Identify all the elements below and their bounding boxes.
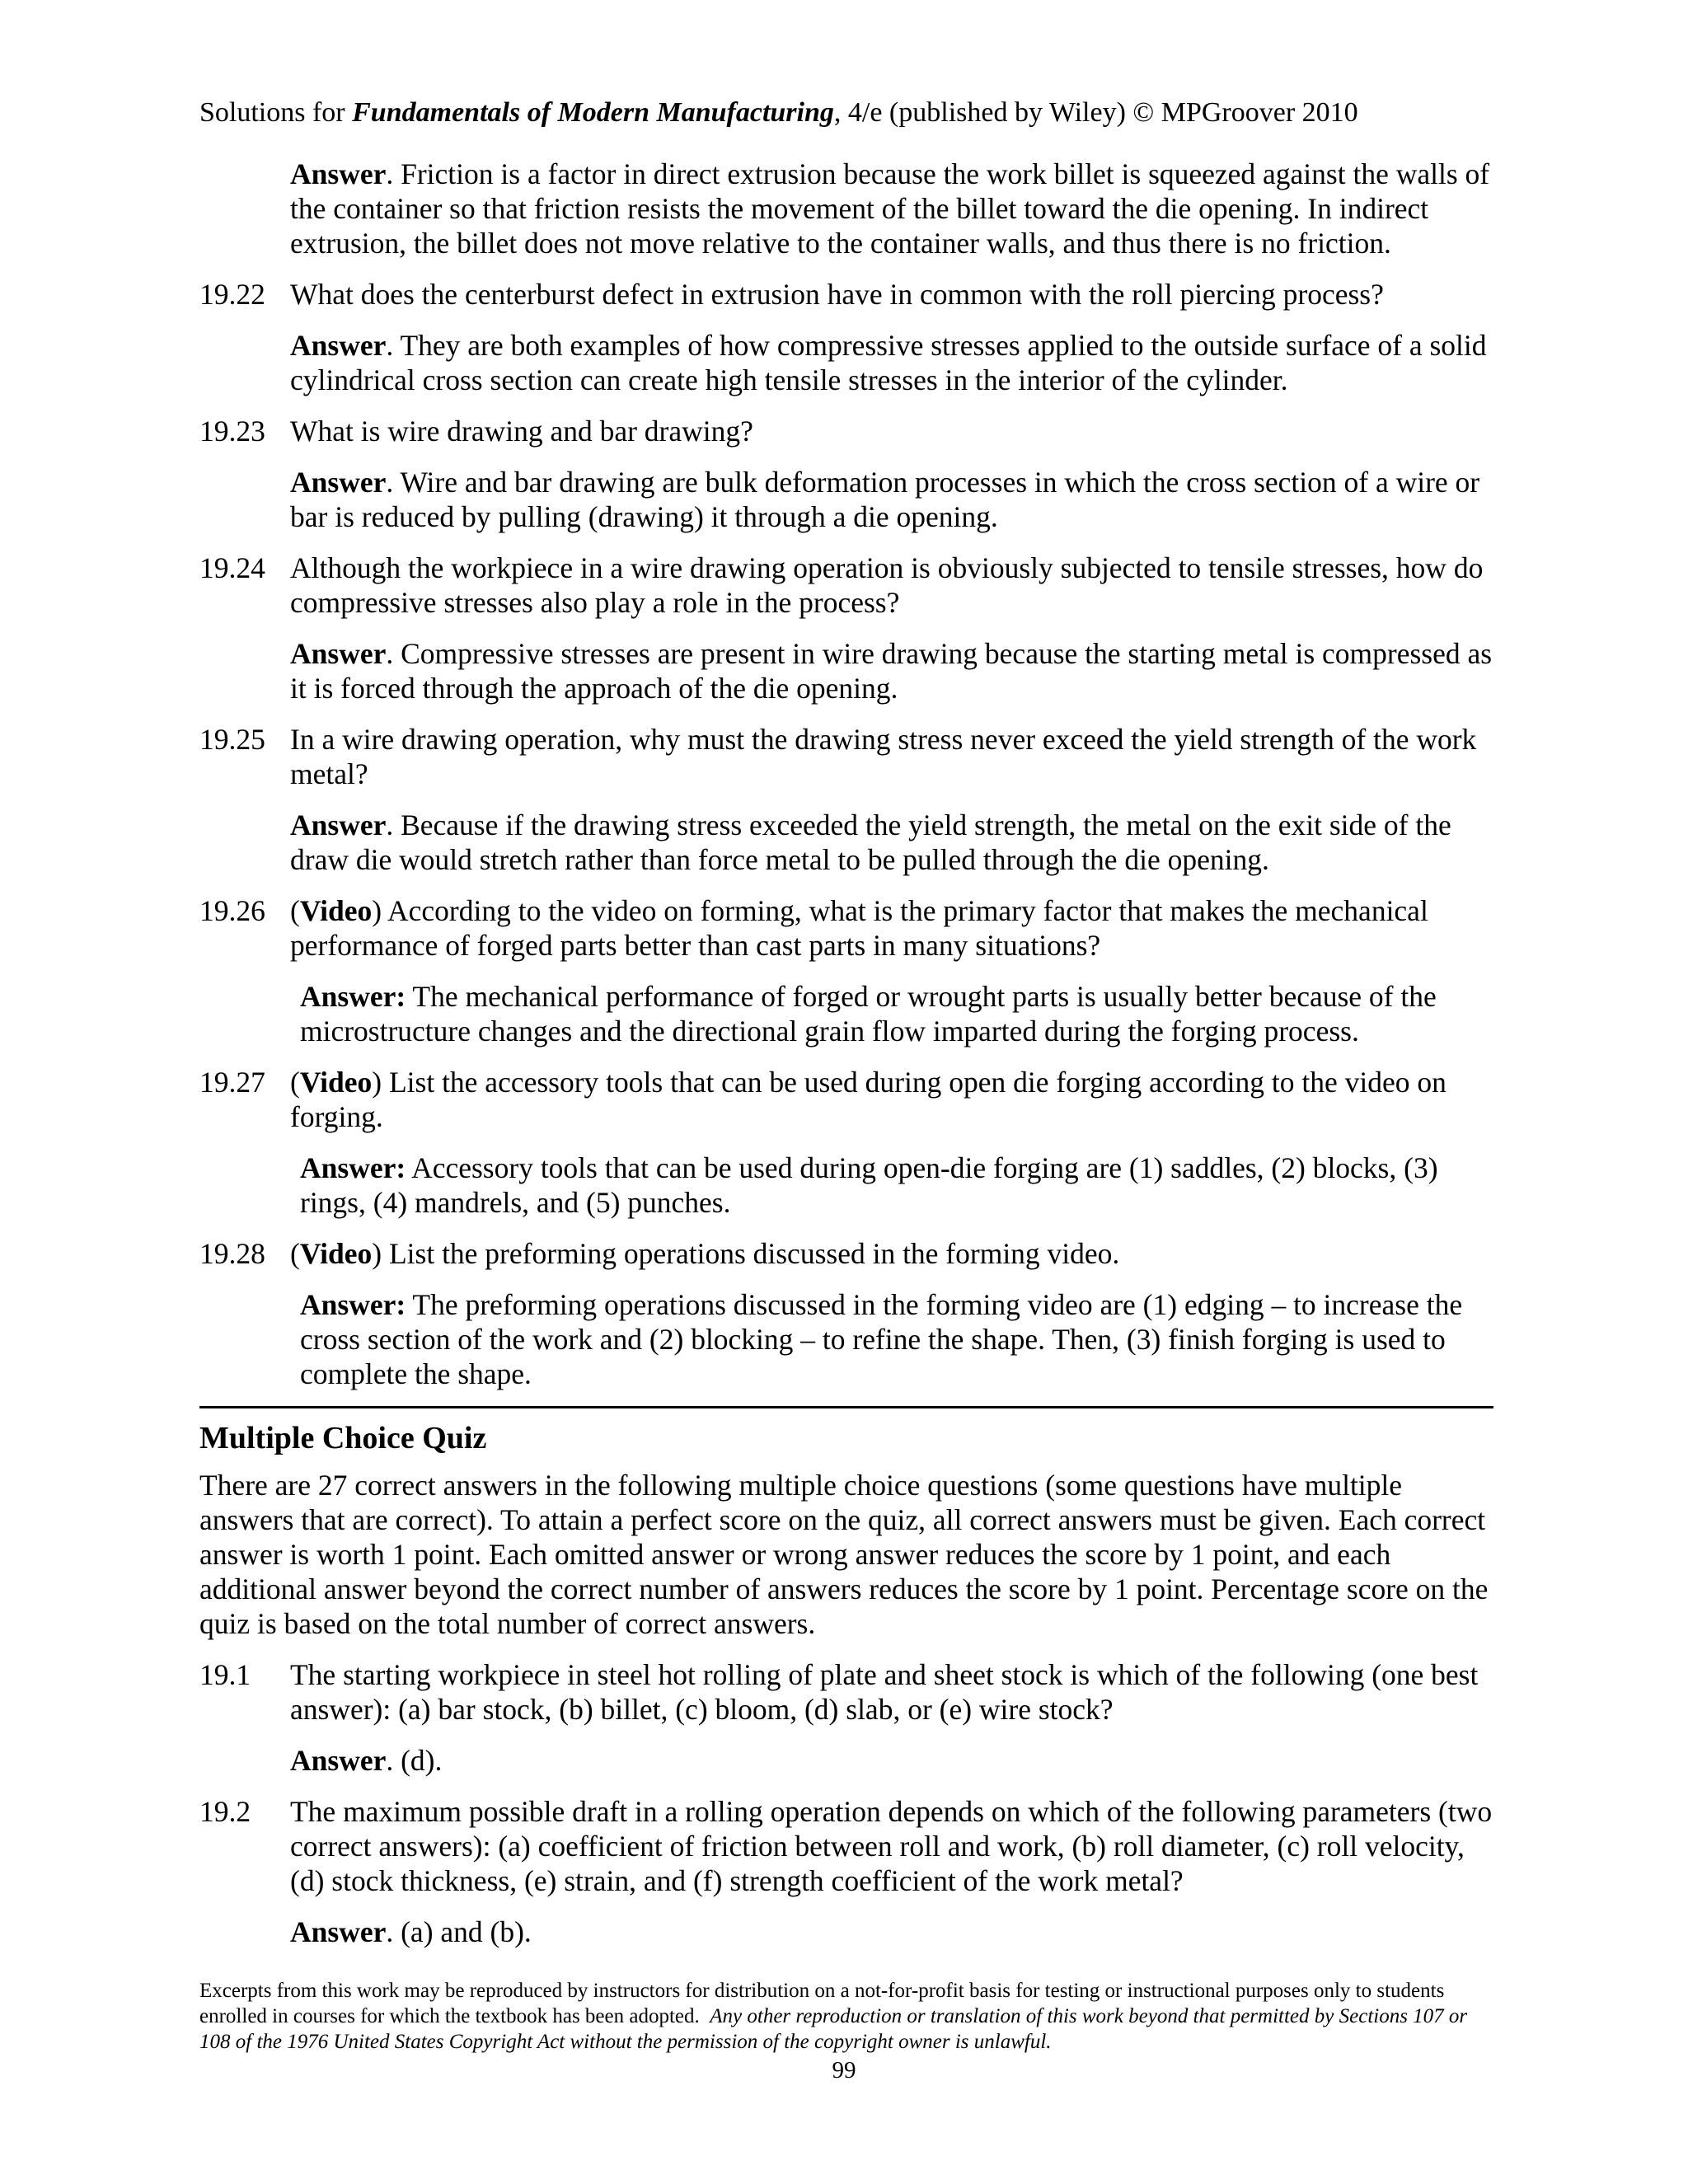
- answer-text: . (a) and (b).: [386, 1915, 532, 1948]
- section-divider: [199, 1406, 1493, 1408]
- answer-label: Answer: [290, 329, 387, 362]
- answer-label: Answer:: [300, 980, 406, 1013]
- question-number: 19.2: [199, 1795, 251, 1828]
- page-number: 99: [832, 2057, 856, 2083]
- quiz-question-item: [199, 1794, 1493, 1898]
- answer-text: . Compressive stresses are present in wire drawing because the starting metal is compressed as it is forced through the approach of the die opening.: [290, 637, 1493, 705]
- question-text: The starting workpiece in steel hot rolling of plate and sheet stock is which of the following (one best answer): (a) bar stock, (b) billet, (c) bloom, (d) slab, or (e) wire stock?: [290, 1658, 1479, 1726]
- answer-text: . (d).: [386, 1744, 443, 1777]
- question-item: [199, 722, 1493, 791]
- question-text: (Video) List the accessory tools that can be used during open die forging according to the video on forging.: [290, 1066, 1447, 1133]
- answer-block: [300, 1151, 1493, 1220]
- question-number: 19.26: [199, 894, 265, 927]
- quiz-intro: There are 27 correct answers in the following multiple choice questions (some questions have multiple answers that are correct). To attain a perfect score on the quiz, all correct answers must be given. Each correct answer is worth 1 point. Each omitted answer or wrong answer reduces the score by 1 point, and each additional answer beyond the correct number of answers reduces the score by 1 point. Percentage score on the quiz is based on the total number of correct answers.: [199, 1469, 1489, 1640]
- footer-italic-text: Any other reproduction or translation of this work beyond that permitted by Sections 107 or 108 of the 1976 United States Copyright Act without the permission of the copyright owner is unlawful.: [199, 2005, 1468, 2053]
- quiz-question-item: [199, 1657, 1493, 1727]
- answer-continued: [290, 157, 1493, 260]
- question-item: [199, 551, 1493, 620]
- answer-text: The preforming operations discussed in the forming video are (1) edging – to increase the cross section of the work and (2) blocking – to refine the shape. Then, (3) finish forging is used to complete the shape.: [300, 1288, 1463, 1390]
- question-number: 19.24: [199, 551, 265, 584]
- video-label: Video: [299, 894, 373, 927]
- header-prefix: Solutions for: [199, 97, 353, 128]
- question-item: [199, 414, 1493, 448]
- answer-text: . Wire and bar drawing are bulk deformation processes in which the cross section of a wire or bar is reduced by pulling (drawing) it through a die opening.: [290, 466, 1480, 533]
- running-header: [199, 96, 1358, 129]
- answer-text: The mechanical performance of forged or wrought parts is usually better because of the microstructure changes and the directional grain flow imparted during the forging process.: [300, 980, 1437, 1047]
- answer-block: [290, 328, 1493, 397]
- answer-label: Answer: [290, 808, 387, 841]
- answer-text: Accessory tools that can be used during open-die forging are (1) saddles, (2) blocks, (3) rings, (4) mandrels, and (5) punches.: [300, 1151, 1438, 1219]
- question-item: [199, 1065, 1493, 1134]
- question-number: 19.23: [199, 415, 265, 448]
- answer-label: Answer:: [300, 1288, 406, 1321]
- header-suffix: , 4/e (published by Wiley) © MPGroover 2010: [833, 97, 1358, 128]
- video-label: Video: [299, 1237, 373, 1270]
- answer-block: [290, 636, 1493, 705]
- question-text: (Video) List the preforming operations discussed in the forming video.: [290, 1237, 1120, 1270]
- header-book-title: Fundamentals of Modern Manufacturing: [352, 97, 834, 128]
- page-content: [199, 157, 1493, 1966]
- answer-text: . Because if the drawing stress exceeded the yield strength, the metal on the exit side of the draw die would stretch rather than force metal to be pulled through the die opening.: [290, 808, 1451, 876]
- answer-label: Answer: [290, 157, 387, 190]
- answer-block: [300, 1287, 1493, 1391]
- answer-block: [300, 979, 1493, 1048]
- question-text: The maximum possible draft in a rolling operation depends on which of the following parameters (two correct answers): (a) coefficient of friction between roll and work, (b) roll diameter, (c) roll velocity, (d) stock thickness, (e) strain, and (f) strength coefficient of the work metal?: [290, 1795, 1493, 1897]
- answer-label: Answer: [290, 1744, 387, 1777]
- answer-label: Answer:: [300, 1151, 406, 1184]
- answer-label: Answer: [290, 466, 387, 499]
- question-number: 19.25: [199, 723, 265, 756]
- answer-block: [290, 465, 1493, 534]
- answer-text: . They are both examples of how compressive stresses applied to the outside surface of a solid cylindrical cross section can create high tensile stresses in the interior of the cylinder.: [290, 329, 1487, 396]
- question-text: What does the centerburst defect in extrusion have in common with the roll piercing process?: [290, 278, 1384, 311]
- answer-block: [290, 808, 1493, 877]
- answer-block: [290, 1743, 1493, 1778]
- copyright-footer: [199, 1978, 1502, 2055]
- question-item: [199, 277, 1493, 312]
- section-title: Multiple Choice Quiz: [199, 1421, 487, 1455]
- question-item: [199, 1236, 1493, 1271]
- question-number: 19.27: [199, 1066, 265, 1099]
- question-text: Although the workpiece in a wire drawing operation is obviously subjected to tensile stresses, how do compressive stresses also play a role in the process?: [290, 551, 1484, 619]
- question-text: What is wire drawing and bar drawing?: [290, 415, 753, 448]
- question-text: (Video) According to the video on forming, what is the primary factor that makes the mechanical performance of forged parts better than cast parts in many situations?: [290, 894, 1428, 962]
- question-text: In a wire drawing operation, why must the drawing stress never exceed the yield strength of the work metal?: [290, 723, 1477, 790]
- question-number: 19.1: [199, 1658, 251, 1691]
- video-label: Video: [299, 1066, 373, 1099]
- question-number: 19.28: [199, 1237, 265, 1270]
- question-number: 19.22: [199, 278, 265, 311]
- answer-label: Answer: [290, 1915, 387, 1948]
- answer-label: Answer: [290, 637, 387, 670]
- footer-plain-text: Excerpts from this work may be reproduced by instructors for distribution on a not-for-profit basis for testing or instructional purposes only to students enrolled in courses for which the textbook has been adopted.: [199, 1980, 1445, 2027]
- question-item: [199, 893, 1493, 963]
- answer-text: . Friction is a factor in direct extrusion because the work billet is squeezed against the walls of the container so that friction resists the movement of the billet toward the die opening. In indirect extrusion, the billet does not move relative to the container walls, and thus there is no friction.: [290, 157, 1490, 260]
- answer-block: [290, 1915, 1493, 1949]
